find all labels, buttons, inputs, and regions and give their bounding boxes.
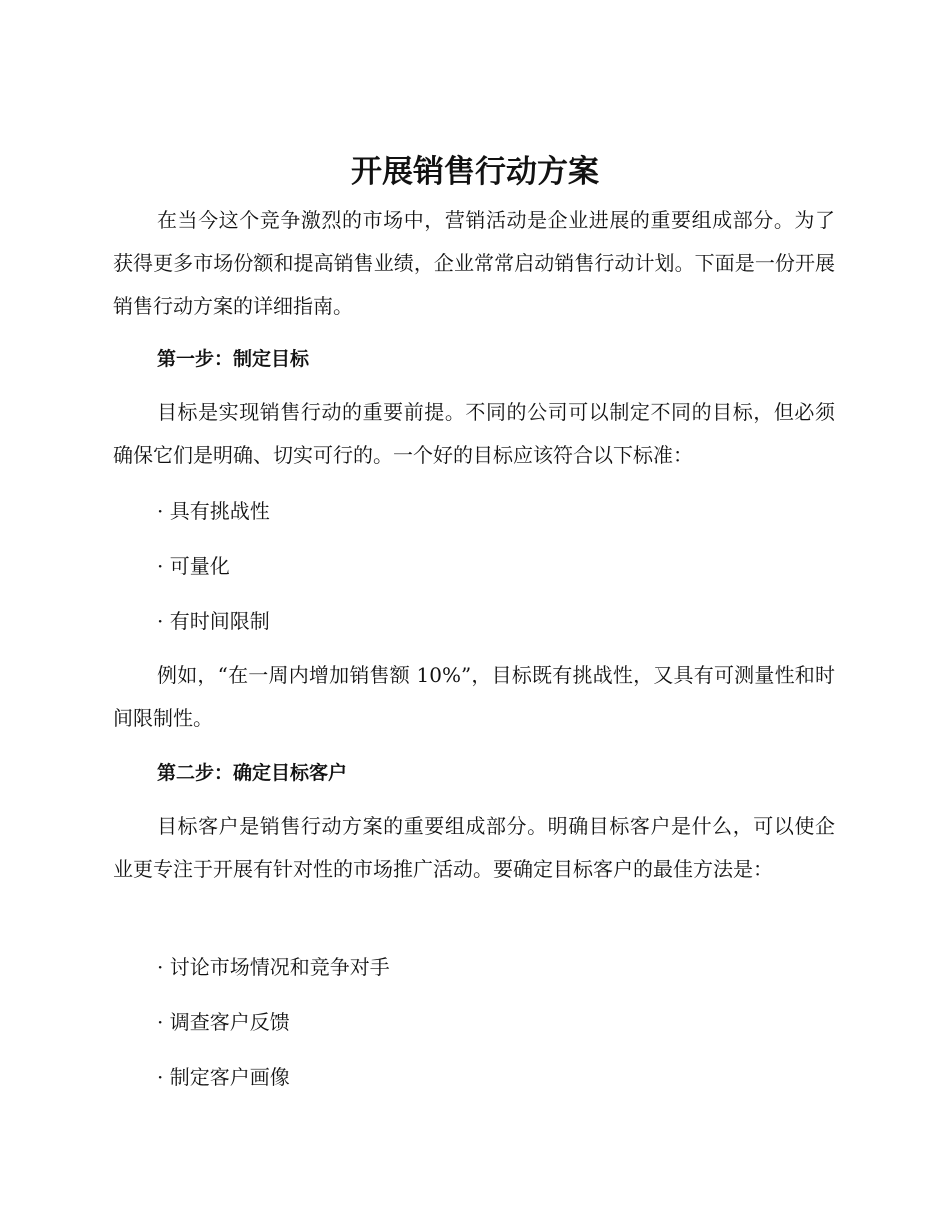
step2-bullet-feedback: · 调查客户反馈 bbox=[157, 1010, 290, 1034]
step2-paragraph: 目标客户是销售行动方案的重要组成部分。明确目标客户是什么，可以使企业更专注于开展有针对性的市场推广活动。要确定目标客户的最佳方法是： bbox=[113, 814, 835, 881]
intro-paragraph: 在当今这个竞争激烈的市场中，营销活动是企业进展的重要组成部分。为了获得更多市场份额和提高销售业绩，企业常常启动销售行动计划。下面是一份开展销售行动方案的详细指南。 bbox=[113, 208, 835, 318]
step1-paragraph: 目标是实现销售行动的重要前提。不同的公司可以制定不同的目标，但必须确保它们是明确、切实可行的。一个好的目标应该符合以下标准： bbox=[113, 400, 835, 467]
step2-heading: 第二步：确定目标客户 bbox=[157, 762, 348, 784]
step1-bullet-quantifiable: · 可量化 bbox=[157, 554, 230, 578]
step1-bullet-challenging: · 具有挑战性 bbox=[157, 499, 270, 523]
step2-bullet-persona: · 制定客户画像 bbox=[157, 1065, 290, 1089]
document-title: 开展销售行动方案 bbox=[351, 154, 599, 190]
step1-bullet-time-limited: · 有时间限制 bbox=[157, 609, 270, 633]
step1-example-paragraph: 例如，“在一周内增加销售额 10%”，目标既有挑战性，又具有可测量性和时间限制性。 bbox=[113, 663, 835, 730]
step2-bullet-market: · 讨论市场情况和竞争对手 bbox=[157, 955, 390, 979]
step1-heading: 第一步：制定目标 bbox=[157, 348, 310, 370]
